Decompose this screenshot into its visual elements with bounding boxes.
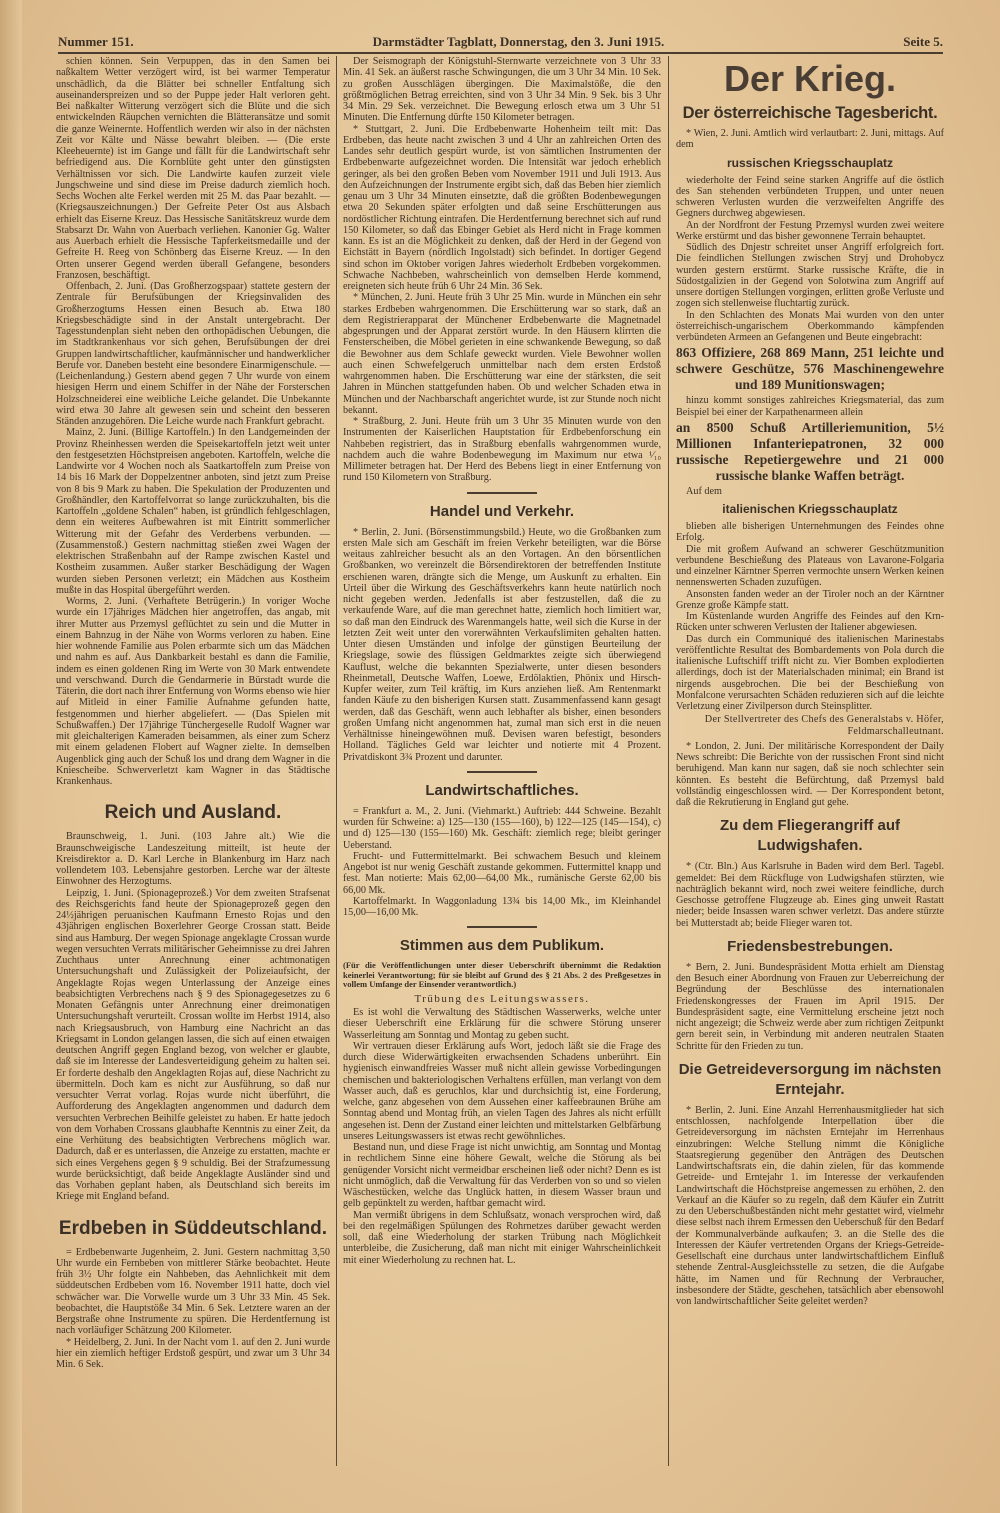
- article-paragraph: Man vermißt übrigens in dem Schlußsatz, wonach versprochen wird, daß bei den regelmäßigen Spülungen des Rohrnetzes darüber gewacht werden soll, daß eine Wiederholung der starken Trübung nach Möglichkeit unterbleibe, die Zusicherung, daß man nicht mit einiger Wahrscheinlichkeit mit einer Wiederholung zu rechnen hat. L.: [343, 1209, 661, 1266]
- article-paragraph: * Heidelberg, 2. Juni. In der Nacht vom 1. auf den 2. Juni wurde hier ein ziemlich heftiger Erdstoß gespürt, und zwar um 3 Uhr 34 Min. 6 Sek.: [56, 1336, 330, 1370]
- article-paragraph: Es ist wohl die Verwaltung des Städtischen Wasserwerks, welche unter dieser Ueberschrift eine Erklärung für die schwere Störung unserer Wasserleitung am Sonntag und Montag zu geben sucht.: [343, 1007, 661, 1041]
- article-paragraph: * Berlin, 2. Juni. Eine Anzahl Herrenhausmitglieder hat sich entschlossen, nachfolgende Interpellation über die Getreideversorgung im nächsten Erntejahr im Herrenhaus einzubringen: Welche Stellung nimmt die Königliche Staatsregierung gegenüber den Anträgen des Deutschen Landwirtschaftsrats ein, die dahin zielen, für das kommende Getreide- und Erntejahr 1. im Interesse der verkaufenden Landwirtschaft die Höchstpreise angemessen zu erhöhen, 2. den Verkauf an die Käufer so zu regeln, daß dem Käufer ein Zutritt zu den Ueberschußbeständen nicht mehr gestattet wird, vielmehr diese selbst nach ihrem Ermessen den Ueberschuß für den Bedarf der Kommunalverbände aufkaufen; 3. an die Stelle des die Interessen der Käufer vertretenden Organs der Kriegs-Getreide-Gesellschaft eine durchaus unter landwirtschaftlichem Einfluß stehende Zentral-Ausgleichsstelle zu setzen, die die Aufgabe hätte, im Namen und für Rechnung der Verbraucher, insbesondere der Städte, geschehen, tatsächlich aber ebensowohl von landwirtschaftlicher Seite geleitet werden?: [676, 1104, 944, 1307]
- article-paragraph: Mainz, 2. Juni. (Billige Kartoffeln.) In den Landgemeinden der Provinz Rheinhessen werden die Speisekartoffeln jetzt weit unter den festgesetzten Höchstpreisen angeboten. Kartoffeln, welche die Landwirte vor 4 Wochen noch als Saatkartoffeln zum Preise von 14 bis 16 Mark der Doppelzentner anboten, sind jetzt zum Preise von 8 bis 9 Mark zu haben. Die Spekulation der Produzenten und Großhändler, den Kartoffelvorrat so lange zurückzuhalten, bis die Kartoffeln „goldene Schalen“ haben, ist gründlich fehlgeschlagen, denn ein weiteres Aufbewahren ist mit Eintritt sommerlicher Witterung mit der Gefahr des Verderbens verbunden. — (Zusammenstoß.) Gestern nachmittag stießen zwei Wagen der elektrischen Straßenbahn auf der Rampe zwischen Kastel und Kostheim zusammen. Außer starker Beschädigung der Wagen wurden sieben Personen verletzt; ein Mädchen aus Kostheim mußte in das Hospital übergeführt werden.: [56, 427, 330, 596]
- editorial-note: (Für die Veröffentlichungen unter dieser Ueberschrift übernimmt die Redaktion keinerlei Verantwortung; für sie bleibt auf Grund des § 21 Abs. 2 des Preßgesetzes in vollem Umfange der Einsender verantwortlich.): [343, 960, 661, 990]
- article-subheading: Trübung des Leitungswassers.: [414, 992, 590, 1005]
- subheading: italienischen Kriegsschauplatz: [722, 502, 898, 516]
- section-heading: Friedensbestrebungen.: [727, 937, 893, 955]
- article-paragraph: * London, 2. Juni. Der militärische Korrespondent der Daily News schreibt: Die Berichte von der russischen Front sind nicht beruhigend. Man kann nur sagen, daß sie noch schlechter sein könnten. Es besteht die Befürchtung, daß Przemysl bald vollständig eingeschlossen wird. — Der Korrespondent betont, daß die Rekrutierung in England gut gehe.: [676, 740, 944, 808]
- article-paragraph: = Erdbebenwarte Jugenheim, 2. Juni. Gestern nachmittag 3,50 Uhr wurde ein Fernbeben von mittlerer Stärke beobachtet. Heute früh 3½ Uhr folgte ein Nahbeben, das Aehnlichkeit mit dem süddeutschen Erdbeben vom 16. November 1911 hatte, doch viel schwächer war. Die Vorwelle wurde um 3 Uhr 33 Min. 45 Sek. beobachtet, die Hauptstöße 34 Min. 6 Sek. Letztere waren an der Bergstraße ohne Instrumente zu spüren. Die Herdentfernung ist nach vorläufiger Schätzung 200 Kilometer.: [56, 1246, 330, 1337]
- page-edge: [0, 0, 22, 1513]
- signature-line: Der Stellvertreter des Chefs des Generalstabs v. Höfer, Feldmarschalleutnant.: [704, 714, 944, 737]
- article-paragraph: Leipzig, 1. Juni. (Spionageprozeß.) Vor dem zweiten Strafsenat des Reichsgerichts fand heute der Spionageprozeß gegen den 24½jährigen peruanischen Kaufmann Ernesto Rojas und den 43jährigen englischen Boxerlehrer George Crossan statt. Beide sind aus Hamburg. Der wegen Spionage angeklagte Crossan wurde wegen versuchten Verrats militärischer Geheimnisse zu drei Jahren Zuchthaus unter Anrechnung einer achtmonatigen Untersuchungshaft und Zulässigkeit der Polizeiaufsicht, der Angeklagte Rojas wegen Unterlassung der Anzeige eines beabsichtigten Verbrechens nach § 9 des Spionagegesetzes zu 6 Monaten Gefängnis unter Anrechnung einer dreimonatigen Untersuchungshaft verurteilt. Crossan wollte im Herbst 1914, also nach Kriegsausbruch, von Hamburg eine Nachricht an das Kriegsamt in London gelangen lassen, die sich auf einen etwaigen deutschen Angriff gegen England bezog, von welcher er glaubte, daß sie im Interesse der Landesverteidigung geheim zu halten sei. Er forderte deshalb den Angeklagten Rojas auf, diese Nachricht zu übermitteln. Doch kam es nicht zur Ausführung, so daß nur versuchter Verrat vorlag. Rojas wurde nicht überführt, die Aufforderung des Angeklagten angenommen und dadurch dem versuchten Verbrechen Beihilfe geleistet zu haben. Er hatte jedoch von dem Vorhaben Crossans glaubhafte Kenntnis zu einer Zeit, da eine Verhütung des beabsichtigten Verbrechens möglich war. Dadurch, daß er es unterlassen, die Anzeige zu erstatten, machte er sich eines Vergehens gegen § 9 schuldig. Bei der Strafzumessung wurde berücksichtigt, daß beide Angeklagte Ausländer sind und das Vorhaben geplant haben, als Deutschland sich bereits im Kriege mit England befand.: [56, 887, 330, 1203]
- article-paragraph: * Stuttgart, 2. Juni. Die Erdbebenwarte Hohenheim teilt mit: Das Erdbeben, das heute nacht zwischen 3 und 4 Uhr an zahlreichen Orten des Landes sehr deutlich gespürt wurde, ist von sämtlichen Instrumenten der Erdbebenwarte aufgezeichnet worden. Die Intensität war jedoch erheblich geringer, als bei den großen Beben vom November 1911 und Juli 1913. Aus den Aufzeichnungen der Instrumente ergibt sich, daß das Beben hier ziemlich genau um 3 Uhr 34 Minuten einsetzte, daß die größten Bodenbewegungen etwa 20 Sekunden später erfolgten und daß seine Erschütterungen aus nordöstlicher Richtung eintrafen. Die Herdentfernung berechnet sich auf rund 150 Kilometer, so daß das Ebinger Gebiet als Herd nicht in Frage kommen kann. Es ist an die Möglichkeit zu denken, daß der Herd in der Gegend von Eichstätt in Bayern (nördlich Ingolstadt) sich befindet. In dortiger Gegend sind schon im Oktober vorigen Jahres wiederholt Erdbeben vorgekommen. Schwache Nachbeben, wahrscheinlich von demselben Herde kommend, ereigneten sich heute früh 6 Uhr 24 Min. 36 Sek.: [343, 123, 661, 292]
- article-paragraph: Ansonsten fanden weder an der Tiroler noch an der Kärntner Grenze große Kämpfe statt.: [676, 588, 944, 611]
- column-2: [343, 56, 661, 1266]
- article-paragraph: Die mit großem Aufwand an schwerer Geschützmunition verbundene Beschießung des Plateaus von Lavarone-Folgaria und einzelner Kärntner Sperren vermochte unsern Werken keinen nennenswerten Schaden zuzufügen.: [676, 543, 944, 589]
- masthead: [58, 30, 943, 54]
- bold-statement: 863 Offiziere, 268 869 Mann, 251 leichte und schwere Geschütze, 576 Maschinengewehre und 189 Munitionswagen;: [676, 345, 944, 393]
- article-paragraph: schien können. Sein Verpuppen, das in den Samen bei naßkaltem Wetter verzögert wird, ist bei warmer Temperatur unschädlich, da die Blätter bei schneller Entfaltung sich auseinanderspreizen und so der Puppe jeder Halt verloren geht. Bei naßkalter Witterung verzögert sich die Blüte und die sich entwickelnden Räupchen vernichten die Blätteransätze und somit die ganze Weinernte. Hoffentlich werden wir also in der nächsten Zeit vor Kälte und Nässe bewahrt bleiben. — (Die erste Kleeheuernte) ist im Gange und fällt für die Landwirtschaft sehr befriedigend aus. Die Kornblüte geht unter den günstigsten Verhältnissen vor sich. Die Landwirte kaufen zurzeit viele Jungschweine und sind diese im Preise dadurch ziemlich hoch. Sechs Wochen alte Ferkel werden mit 25 M. das Paar bezahlt. — (Kriegsauszeichnungen.) Der Gefreite Peter Ost aus Alsbach erhielt das Eiserne Kreuz. Das Hessische Sanitätskreuz wurde dem Stabsarzt Dr. Wahn von Auerbach verliehen. Kanonier Gg. Walter aus Auerbach erhielt die Hessische Tapferkeitsmedaille und der Gefreite H. Reeg von Schönberg das Eiserne Kreuz. — In den Orten unserer Gegend werden überall Gefangene, besonders Franzosen, beschäftigt.: [56, 56, 330, 281]
- article-paragraph: Frucht- und Futtermittelmarkt. Bei schwachem Besuch und kleinem Angebot ist nur wenig Geschäft zustande gekommen. Futtermittel knapp und fest. Man notierte: Mais 62,00—64,00 Mk., rumänische Gerste 62,00 bis 66,00 Mk.: [343, 850, 661, 896]
- article-paragraph: In den Schlachten des Monats Mai wurden von den unter österreichisch-ungarischem Oberkommando kämpfenden verbündeten Armeen an Gefangenen und Beute eingebracht:: [676, 309, 944, 343]
- article-paragraph: * Berlin, 2. Juni. (Börsenstimmungsbild.) Heute, wo die Großbanken zum ersten Male sich am Geschäft im freien Verkehr beteiligten, war die Börse weitaus zahlreicher besucht als an den Vortagen. An den börsentlichen Großbanken, wo vereinzelt die Börsendirektoren der betreffenden Institute erschienen waren, drängte sich die Menge, um Auskunft zu erhalten. Ein Urteil über die Wirkung des Geschäftsverkehrs kann heute natürlich noch nicht gegeben werden. Jedenfalls ist aber festzustellen, daß die zu verkaufende Ware, auf die man gerechnet hatte, ziemlich hoch limitiert war, so daß man den Eindruck des Warenmangels hatte, weil sich die Kurse in der letzten Zeit weit unter den vorerwähnten Verkaufslimiten gehalten hatten. Unter diesen Umständen und infolge der günstigen Beurteilung der Kriegslage, sowie des flüssigen Geldmarktes zeigte sich überwiegend Kauflust, welche die bekannten Spezialwerte, unter diesen besonders Rheinmetall, Deutsche Waffen, Loewe, Erdölaktien, Phönix und Hirsch-Kupfer weiter, zum Teil kräftig, im Kurs anziehen ließ. Am Rentenmarkt fanden Käufe zu den bisherigen Kursen statt. Zusammenfassend kann gesagt werden, daß das Geschäft, wenn auch lebhafter als bisher, einen besonders großen Umfang nicht angenommen hat, zumal man sich erst in die neuen Verhältnisse hineingewöhnen muß. Devisen waren befestigt, besonders Holland. Tägliches Geld war leichter und notierte mit 4 Prozent. Privatdiskont 3¾ Prozent und darunter.: [343, 526, 661, 763]
- page-title: Der Krieg.: [723, 58, 897, 99]
- article-paragraph: * Wien, 2. Juni. Amtlich wird verlautbart: 2. Juni, mittags. Auf dem: [676, 128, 944, 151]
- article-paragraph: Braunschweig, 1. Juni. (103 Jahre alt.) Wie die Braunschweigische Landeszeitung mitteilt, ist heute der Kreisdirektor a. D. Karl Lerche in Blankenburg im Harz nach vollendetem 103. Lebensjahre gestorben. Lerche war der älteste Einwohner des Herzogtums.: [56, 831, 330, 888]
- article-paragraph: Kartoffelmarkt. In Waggonladung 13¾ bis 14,00 Mk., im Kleinhandel 15,00—16,00 Mk.: [343, 895, 661, 918]
- article-paragraph: Worms, 2. Juni. (Verhaftete Betrügerin.) In voriger Woche wurde ein 17jähriges Mädchen hier angetroffen, das angab, mit ihrer Mutter aus Przemysl geflüchtet zu sein und die Mutter in einem Bahnzug in der Nähe von Worms verloren zu haben. Eine hier wohnende Familie aus Polen erbarmte sich um das Mädchen und nahm es auf. Aus Dankbarkeit bestahl es dann die Familie, indem es einen goldenen Ring im Werte von 30 Mark entwendete und verschwand. Durch die Gendarmerie in Bürstadt wurde die Täterin, die dort nach ihrer Entfernung von Worms ebenso wie hier auf Mitleid in einer Familie Aufnahme gefunden hatte, festgenommen und hierher abgeliefert. — (Das Spielen mit Schußwaffen.) Der 17jährige Tünchergeselle Rudolf Wagner war mit gleichalterigen Kameraden beisammen, als einer zum Scherz mit einem geladenen Flobert auf Wagner zielte. In demselben Augenblick ging auch der Schuß los und drang dem Wagner in die Kniescheibe. Schwerverletzt kam Wagner in das Städtische Krankenhaus.: [56, 596, 330, 787]
- separator-rule: [467, 926, 537, 928]
- newspaper-dateline: Darmstädter Tagblatt, Donnerstag, den 3. Juni 1915.: [372, 34, 665, 49]
- article-paragraph: Offenbach, 2. Juni. (Das Großherzogspaar) stattete gestern der Zentrale für Berufsübungen der Kriegsinvaliden des Großherzogtums Hessen einen Besuch ab. Etwa 180 Kriegsbeschädigte sind in der Anstalt untergebracht. Der Tagesstundenplan sieht neben den orthopädischen Uebungen, die im Stadtkrankenhaus vor sich gehen, Berufsübungen der drei Gruppen landwirtschaftlicher, kaufmännischer und handwerklicher Berufe vor. Daneben besteht eine besondere Einarmigenschule. — (Leichenlandung.) Gestern abend gegen 7 Uhr wurde von einem hiesigen Herrn und einem Schiffer in der Nähe der Forsterschen Holzschneiderei eine weibliche Leiche gelandet. Die Unbekannte wird etwa 30 Jahre alt gewesen sein und scheint den besseren Ständen anzugehören. Die Leiche wurde nach Frankfurt gebracht.: [56, 281, 330, 427]
- section-heading: Reich und Ausland.: [104, 802, 282, 824]
- issue-number: Nummer 151.: [58, 34, 134, 49]
- article-paragraph: = Frankfurt a. M., 2. Juni. (Viehmarkt.) Auftrieb: 444 Schweine. Bezahlt wurden für Schweine: a) 125—130 (155—160), b) 122—125 (145—154), c) und d) 125—130 (155—160) Mk. Geschäft: ziemlich rege; bleibt geringer Ueberstand.: [343, 805, 661, 851]
- separator-rule: [467, 771, 537, 773]
- article-paragraph: * (Ctr. Bln.) Aus Karlsruhe in Baden wird dem Berl. Tagebl. gemeldet: Bei dem Rückfluge von Ludwigshafen stürzten, wie nachträglich bekannt wird, noch zwei weitere feindliche, durch Geschosse getroffene Flugzeuge ab. Eines ging unweit Rastatt nieder; beide Insassen waren schwer verletzt. Das andere stürzte bei Mutterstadt ab; beide Flieger waren tot.: [676, 861, 944, 929]
- section-heading: Stimmen aus dem Publikum.: [399, 937, 605, 955]
- article-paragraph: Wir vertrauen dieser Erklärung aufs Wort, jedoch läßt sie die Frage des durch diese Widerwärtigkeiten erwachsenden Schadens unberührt. Ein hygienisch einwandfreies Wasser muß nicht allein gewisse Vorbedingungen chemischen und bakteriologischen Verhaltens erfüllen, man verlangt von dem Wasser auch, daß es geruchlos, klar und durchsichtig ist, eine Forderung, welche, ganz abgesehen von dem Aussehen einer kaffeebraunen Brühe am Sonntag abend und Montag früh, an vielen Tagen des Jahres als nicht erfüllt angesehen ist. Denn der Zustand einer leichten und mittelstarken Gelbfärbung unseres Leitungswassers ist etwas recht gewöhnliches.: [343, 1040, 661, 1142]
- page-number: Seite 5.: [903, 34, 943, 49]
- section-heading: Erdbeben in Süddeutschland.: [58, 1217, 328, 1239]
- subheading: russischen Kriegsschauplatz: [726, 155, 894, 170]
- article-paragraph: Im Küstenlande wurden Angriffe des Feindes auf den Krn-Rücken unter schweren Verlusten der Italiener abgewiesen.: [676, 611, 944, 634]
- article-paragraph: An der Nordfront der Festung Przemysl wurden zwei weitere Werke erstürmt und das bisher gewonnene Terrain behauptet.: [676, 219, 944, 242]
- column-divider: [668, 56, 669, 1466]
- article-paragraph: * München, 2. Juni. Heute früh 3 Uhr 25 Min. wurde in München ein sehr starkes Erdbeben wahrgenommen. Die Erschütterung war so stark, daß an dem Registrierapparat der Münchener Erdbebenwarte die Magnetnadel abgesprungen und der Apparat zerstört wurde. In den Häusern klirrten die Fensterscheiben, die Möbel gerieten in eine schwankende Bewegung, so daß die Bewohner aus dem Schlafe geweckt wurden. Viele Bewohner wollen auch einen Schwefelgeruch unmittelbar nach dem ersten Erdstoß wahrgenommen haben. Die Erschütterung war eine der stärksten, die seit Jahren in München stattgefunden haben. Ob und welcher Schaden etwa in München und der Nachbarschaft angerichtet wurde, ist zur Stunde noch nicht bekannt.: [343, 292, 661, 416]
- section-heading: Die Getreideversorgung im nächsten Erntejahr.: [678, 1060, 942, 1098]
- column-divider: [336, 56, 337, 1466]
- article-paragraph: hinzu kommt sonstiges zahlreiches Kriegsmaterial, das zum Beispiel bei einer der Karpathenarmeen allein: [676, 395, 944, 418]
- article-paragraph: * Straßburg, 2. Juni. Heute früh um 3 Uhr 35 Minuten wurde von den Instrumenten der Kaiserlichen Hauptstation für Erdbebenforschung ein Nahbeben registriert, das in Straßburg ebenfalls wahrgenommen wurde, nachdem auch die wahre Bodenbewegung im Maximum nur etwa ¹⁄₁₀ Millimeter betragen hat. Der Herd des Bebens liegt in einer Entfernung von rund 150 Kilometern von Straßburg.: [343, 416, 661, 484]
- article-paragraph: Auf dem: [686, 485, 722, 497]
- article-paragraph: Das durch ein Communiqué des italienischen Marinestabs veröffentlichte Resultat des Bombardements von Pola durch die italienische Luftschiff trifft nicht zu. Vier Bomben explodierten allerdings, doch ist der Materialschaden minimal; ein Brand ist nirgends ausgebrochen. Die bei der Beschießung von Monfalcone verursachten Schäden reduzieren sich auf die leichte Verletzung einer Zivilperson durch Steinsplitter.: [676, 633, 944, 712]
- section-heading: Handel und Verkehr.: [429, 502, 575, 520]
- article-paragraph: blieben alle bisherigen Unternehmungen des Feindes ohne Erfolg.: [676, 521, 944, 544]
- article-paragraph: wiederholte der Feind seine starken Angriffe auf die östlich des San stehenden verbündeten Truppen, und unter neuen schweren Verlusten wurden die verzweifelten Angriffe des Gegners durchweg abgewiesen.: [676, 174, 944, 220]
- article-paragraph: Der Seismograph der Königstuhl-Sternwarte verzeichnete von 3 Uhr 33 Min. 41 Sek. an äußerst rasche Schwingungen, die um 3 Uhr 34 Min. 10 Sek. zu großen Ausschlägen übergingen. Die Maximalstöße, die den größtmöglichen Betrag erreichten, sind von 3 Uhr 34 Min. 9 Sek. bis 3 Uhr 34 Min. 29 Sek. verzeichnet. Die Bewegung erlosch etwa um 3 Uhr 51 Minuten. Die Entfernung dürfte 150 Kilometer betragen.: [343, 56, 661, 124]
- separator-rule: [467, 492, 537, 494]
- article-paragraph: Südlich des Dnjestr schreitet unser Angriff erfolgreich fort. Die feindlichen Stellungen zwischen Stryj und Drohobycz wurden gestern erstürmt. Starke russische Kräfte, die in Südostgalizien in der Gegend von Solotwina zum Angriff auf unsere dortigen Stellungen vorgingen, erlitten große Verluste und zogen sich stellenweise fluchtartig zurück.: [676, 242, 944, 310]
- article-paragraph: * Bern, 2. Juni. Bundespräsident Motta erhielt am Dienstag den Besuch einer Abordnung von Frauen zur Ueberreichung der Begründung der Beschlüsse des internationalen Friedenskongresses der Frauen im April 1915. Der Bundespräsident sagte, eine Vermittelung erscheine jetzt noch nicht angezeigt; die Schweiz werde aber zum richtigen Zeitpunkt gern bereit sein, in Verbindung mit anderen neutralen Staaten Schritte für den Frieden zu tun.: [676, 961, 944, 1052]
- column-3: [676, 56, 944, 1307]
- article-paragraph: Bestand nun, und diese Frage ist nicht unwichtig, am Sonntag und Montag in rechtlichem Sinne eine höhere Gewalt, welche die Störung als bei genügender Vorsicht nicht vermeidbar erscheinen ließ oder nicht? Denn es ist nicht unmöglich, daß die Verwaltung für das Verderben von so und so vielen Wäschestücken, welche das Unglück hatten, in diesem Wasser braun und gelb gepünktelt zu werden, haftbar gemacht wird.: [343, 1142, 661, 1210]
- section-heading: Zu dem Fliegerangriff auf Ludwigshafen.: [719, 817, 900, 855]
- section-heading: Landwirtschaftliches.: [425, 781, 579, 799]
- bold-statement: an 8500 Schuß Artilleriemunition, 5½ Millionen Infanteriepatronen, 32 000 russische Repetiergewehre und 21 000 russische blanke Waffen beträgt.: [676, 419, 944, 483]
- column-1: [56, 56, 330, 1370]
- page-subtitle: Der österreichische Tagesbericht.: [682, 104, 938, 122]
